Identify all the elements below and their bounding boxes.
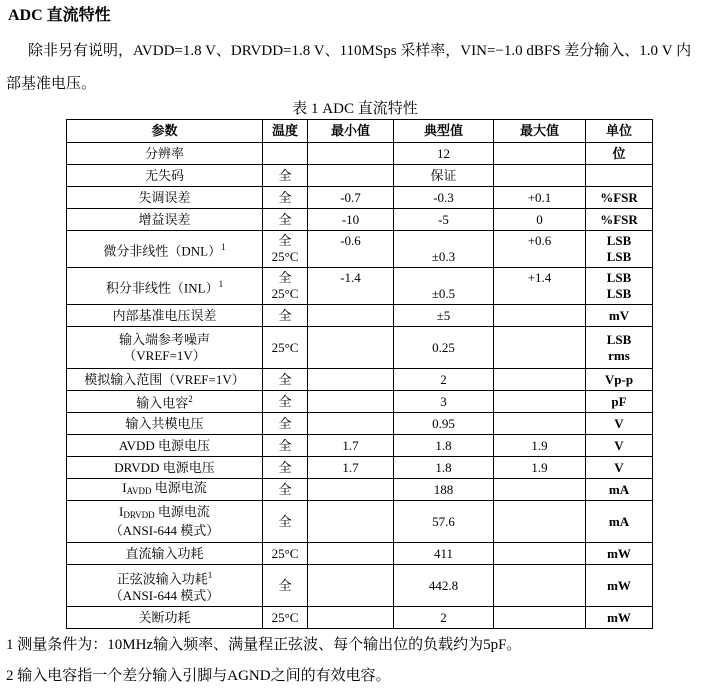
footnote-ref: 1 xyxy=(207,570,213,581)
table-row xyxy=(67,165,653,187)
cell-unit xyxy=(586,327,653,369)
cell-unit: V xyxy=(586,413,653,435)
table-row xyxy=(67,209,653,231)
cell-typ: ±0.5 xyxy=(394,268,494,305)
table-row xyxy=(67,231,653,268)
col-header-temp: 温度 xyxy=(263,120,308,143)
cell-unit: pF xyxy=(586,391,653,413)
cell-temp: 全 xyxy=(263,479,308,501)
col-header-typ: 典型值 xyxy=(394,120,494,143)
param-line-2: （ANSI-644 模式） xyxy=(109,523,220,538)
cell-typ: 188 xyxy=(394,479,494,501)
cell-temp: 全 xyxy=(263,435,308,457)
cell-min: -0.6 xyxy=(308,231,394,268)
param-subscript: DRVDD xyxy=(123,510,155,520)
param-subscript: AVDD xyxy=(126,486,152,496)
cell-typ: 2 xyxy=(394,607,494,629)
cell-min: 1.7 xyxy=(308,435,394,457)
col-header-max: 最大值 xyxy=(494,120,586,143)
param-line-2: （VREF=1V） xyxy=(123,347,206,363)
cell-param xyxy=(67,268,263,305)
cell-param xyxy=(67,565,263,607)
cell-typ: 411 xyxy=(394,543,494,565)
cell-unit: mW xyxy=(586,565,653,607)
cell-param: AVDD 电源电压 xyxy=(67,435,263,457)
cell-unit: mW xyxy=(586,607,653,629)
col-header-unit: 单位 xyxy=(586,120,653,143)
cell-max xyxy=(494,165,586,187)
cell-min xyxy=(308,391,394,413)
cell-param xyxy=(67,231,263,268)
cell-max: +0.1 xyxy=(494,187,586,209)
cell-typ: 0.25 xyxy=(394,327,494,369)
cell-min xyxy=(308,305,394,327)
table-row xyxy=(67,327,653,369)
cell-temp: 25°C xyxy=(263,327,308,369)
cell-min xyxy=(308,479,394,501)
param-line-1 xyxy=(69,504,260,523)
section-heading: ADC 直流特性 xyxy=(8,7,111,24)
cell-param: 模拟输入范围（VREF=1V） xyxy=(67,369,263,391)
cell-typ: 保证 xyxy=(394,165,494,187)
cell-unit: mV xyxy=(586,305,653,327)
cell-min: -1.4 xyxy=(308,268,394,305)
cell-min: -10 xyxy=(308,209,394,231)
intro-paragraph: 除非另有说明，AVDD=1.8 V、DRVDD=1.8 V、110MSps 采样率，VIN=−1.0 dBFS 差分输入、1.0 V 内部基准电压。 xyxy=(6,43,692,92)
cell-temp: 全 xyxy=(263,457,308,479)
cell-unit: Vp-p xyxy=(586,369,653,391)
cell-typ: 2 xyxy=(394,369,494,391)
footnote-1: 1 测量条件为：10MHz输入频率、满量程正弦波、每个输出位的负载约为5pF。 xyxy=(6,637,522,653)
adc-dc-spec-table xyxy=(66,119,653,629)
param-text: 电源电流 xyxy=(154,504,210,519)
cell-temp: 全 xyxy=(263,413,308,435)
cell-max xyxy=(494,369,586,391)
table-row xyxy=(67,391,653,413)
cell-param xyxy=(67,479,263,501)
unit-line-2: rms xyxy=(608,347,630,363)
cell-param: 关断功耗 xyxy=(67,607,263,629)
cell-min xyxy=(308,565,394,607)
table-row xyxy=(67,143,653,165)
unit-line-1: LSB xyxy=(606,233,632,248)
table-row xyxy=(67,305,653,327)
footnote-ref: 1 xyxy=(221,241,226,252)
cell-temp: 全 xyxy=(263,501,308,543)
cell-param: 增益误差 xyxy=(67,209,263,231)
cell-temp xyxy=(263,268,308,305)
cell-unit: 位 xyxy=(586,143,653,165)
table-row xyxy=(67,413,653,435)
cell-temp: 25°C xyxy=(263,543,308,565)
cell-typ: 0.95 xyxy=(394,413,494,435)
table-row xyxy=(67,187,653,209)
cell-typ: -0.3 xyxy=(394,187,494,209)
cell-min xyxy=(308,543,394,565)
temp-line-2: 25°C xyxy=(271,249,299,264)
unit-line-2: LSB xyxy=(606,249,632,264)
cell-max xyxy=(494,565,586,607)
cell-unit xyxy=(586,165,653,187)
footnote-2: 2 输入电容指一个差分输入引脚与AGND之间的有效电容。 xyxy=(6,668,391,684)
table-row xyxy=(67,607,653,629)
param-text: 积分非线性（INL） xyxy=(105,280,219,296)
cell-param: 无失码 xyxy=(67,165,263,187)
cell-unit: mA xyxy=(586,479,653,501)
cell-param: DRVDD 电源电压 xyxy=(67,457,263,479)
cell-max: +0.6 xyxy=(494,231,586,268)
cell-typ: 1.8 xyxy=(394,457,494,479)
cell-unit: %FSR xyxy=(586,209,653,231)
cell-unit: mA xyxy=(586,501,653,543)
cell-unit: %FSR xyxy=(586,187,653,209)
cell-typ: -5 xyxy=(394,209,494,231)
cell-temp: 全 xyxy=(263,209,308,231)
cell-min xyxy=(308,143,394,165)
param-line-2: （ANSI-644 模式） xyxy=(109,587,220,603)
param-line-1 xyxy=(69,567,260,587)
param-text: 微分非线性（DNL） xyxy=(103,243,222,259)
cell-min xyxy=(308,327,394,369)
cell-temp: 全 xyxy=(263,391,308,413)
cell-max: 1.9 xyxy=(494,435,586,457)
cell-min xyxy=(308,369,394,391)
table-row xyxy=(67,565,653,607)
cell-temp xyxy=(263,231,308,268)
cell-unit: V xyxy=(586,435,653,457)
cell-typ: ±0.3 xyxy=(394,231,494,268)
cell-max xyxy=(494,413,586,435)
cell-typ: 1.8 xyxy=(394,435,494,457)
table-row xyxy=(67,479,653,501)
cell-min xyxy=(308,413,394,435)
cell-max xyxy=(494,501,586,543)
col-header-min: 最小值 xyxy=(308,120,394,143)
cell-unit xyxy=(586,231,653,268)
footnote-ref: 1 xyxy=(218,278,224,289)
cell-max xyxy=(494,479,586,501)
table-row xyxy=(67,369,653,391)
cell-param xyxy=(67,501,263,543)
cell-param: 失调误差 xyxy=(67,187,263,209)
param-prefix: I xyxy=(119,504,124,519)
cell-min xyxy=(308,165,394,187)
cell-min: -0.7 xyxy=(308,187,394,209)
temp-line-2: 25°C xyxy=(271,286,299,301)
cell-temp xyxy=(263,143,308,165)
param-text: 电源电流 xyxy=(151,480,207,495)
cell-typ: 57.6 xyxy=(394,501,494,543)
table-row xyxy=(67,457,653,479)
unit-line-2: LSB xyxy=(606,286,632,301)
cell-max xyxy=(494,305,586,327)
cell-typ: 12 xyxy=(394,143,494,165)
table-header-row xyxy=(67,120,653,143)
temp-line-1: 全 xyxy=(278,270,292,285)
temp-line-1: 全 xyxy=(278,233,292,248)
cell-min xyxy=(308,501,394,543)
cell-temp: 全 xyxy=(263,369,308,391)
cell-param: 分辨率 xyxy=(67,143,263,165)
table-row xyxy=(67,435,653,457)
unit-line-1: LSB xyxy=(606,331,632,347)
cell-param: 输入共模电压 xyxy=(67,413,263,435)
cell-typ: ±5 xyxy=(394,305,494,327)
cell-typ: 3 xyxy=(394,391,494,413)
cell-temp: 全 xyxy=(263,165,308,187)
cell-temp: 全 xyxy=(263,187,308,209)
param-text: 输入电容 xyxy=(136,395,189,411)
unit-line-1: LSB xyxy=(606,270,632,285)
cell-max xyxy=(494,391,586,413)
footnote-ref: 2 xyxy=(188,394,193,405)
param-line-1: 输入端参考噪声 xyxy=(118,331,210,347)
cell-temp: 25°C xyxy=(263,607,308,629)
cell-max: +1.4 xyxy=(494,268,586,305)
param-text: 正弦波输入功耗 xyxy=(116,571,208,587)
cell-temp: 全 xyxy=(263,565,308,607)
cell-param xyxy=(67,391,263,413)
param-prefix: I xyxy=(122,480,127,495)
cell-max xyxy=(494,327,586,369)
cell-min xyxy=(308,607,394,629)
cell-param xyxy=(67,327,263,369)
table-row xyxy=(67,268,653,305)
cell-unit: V xyxy=(586,457,653,479)
table-row xyxy=(67,501,653,543)
cell-unit: mW xyxy=(586,543,653,565)
cell-temp: 全 xyxy=(263,305,308,327)
cell-max xyxy=(494,607,586,629)
cell-max: 1.9 xyxy=(494,457,586,479)
cell-param: 内部基准电压误差 xyxy=(67,305,263,327)
cell-max xyxy=(494,143,586,165)
col-header-param: 参数 xyxy=(67,120,263,143)
table-caption: 表 1 ADC 直流特性 xyxy=(292,101,418,117)
cell-max: 0 xyxy=(494,209,586,231)
cell-max xyxy=(494,543,586,565)
cell-typ: 442.8 xyxy=(394,565,494,607)
cell-min: 1.7 xyxy=(308,457,394,479)
table-row xyxy=(67,543,653,565)
cell-unit xyxy=(586,268,653,305)
cell-param: 直流输入功耗 xyxy=(67,543,263,565)
